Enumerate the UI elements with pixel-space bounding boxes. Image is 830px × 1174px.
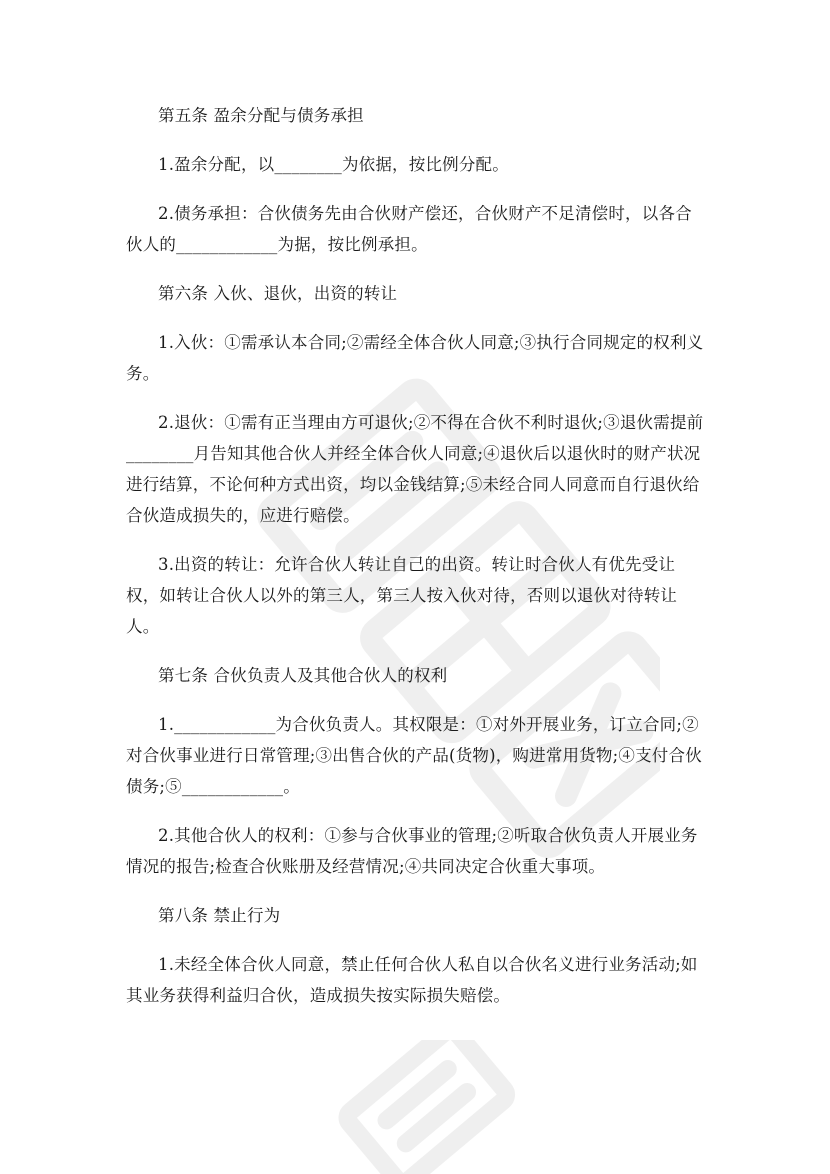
section-7-heading: 第七条 合伙负责人及其他合伙人的权利 — [158, 666, 448, 685]
section-8-heading: 第八条 禁止行为 — [158, 906, 281, 925]
section-5-heading: 第五条 盈余分配与债务承担 — [158, 106, 364, 125]
section-6-item-3: 3.出资的转让：允许合伙人转让自己的出资。转让时合伙人有优先受让权，如转让合伙人以外的第三人，第三人按入伙对待，否则以退伙对待转让人。 — [126, 555, 678, 636]
section-6-item-1: 1.入伙：①需承认本合同;②需经全体合伙人同意;③执行合同规定的权利义务。 — [126, 333, 704, 383]
section-7-item-1: 1.____________为合伙负责人。其权限是：①对外开展业务，订立合同;②对合伙事业进行日常管理;③出售合伙的产品(货物)，购进常用货物;④支付合伙债务;⑤____________。 — [126, 715, 702, 796]
section-5-item-2: 2.债务承担：合伙债务先由合伙财产偿还，合伙财产不足清偿时，以各合伙人的____________为据，按比例承担。 — [126, 204, 692, 254]
document-body — [126, 100, 704, 1029]
section-6-item-2: 2.退伙：①需有正当理由方可退伙;②不得在合伙不利时退伙;③退伙需提前________月告知其他合伙人并经全体合伙人同意;④退伙后以退伙时的财产状况进行结算，不论何种方式出资，均以金钱结算;⑤未经合同人同意而自行退伙给合伙造成损失的，应进行赔偿。 — [126, 413, 704, 525]
section-8-item-1: 1.未经全体合伙人同意，禁止任何合伙人私自以合伙名义进行业务活动;如其业务获得利益归合伙，造成损失按实际损失赔偿。 — [126, 955, 698, 1005]
section-6-heading: 第六条 入伙、退伙，出资的转让 — [158, 284, 398, 303]
section-7-item-2: 2.其他合伙人的权利：①参与合伙事业的管理;②听取合伙负责人开展业务情况的报告;检查合伙账册及经营情况;④共同决定合伙重大事项。 — [126, 826, 698, 876]
watermark-logo-bottom — [300, 1040, 560, 1174]
section-5-item-1: 1.盈余分配，以________为依据，按比例分配。 — [158, 155, 509, 174]
